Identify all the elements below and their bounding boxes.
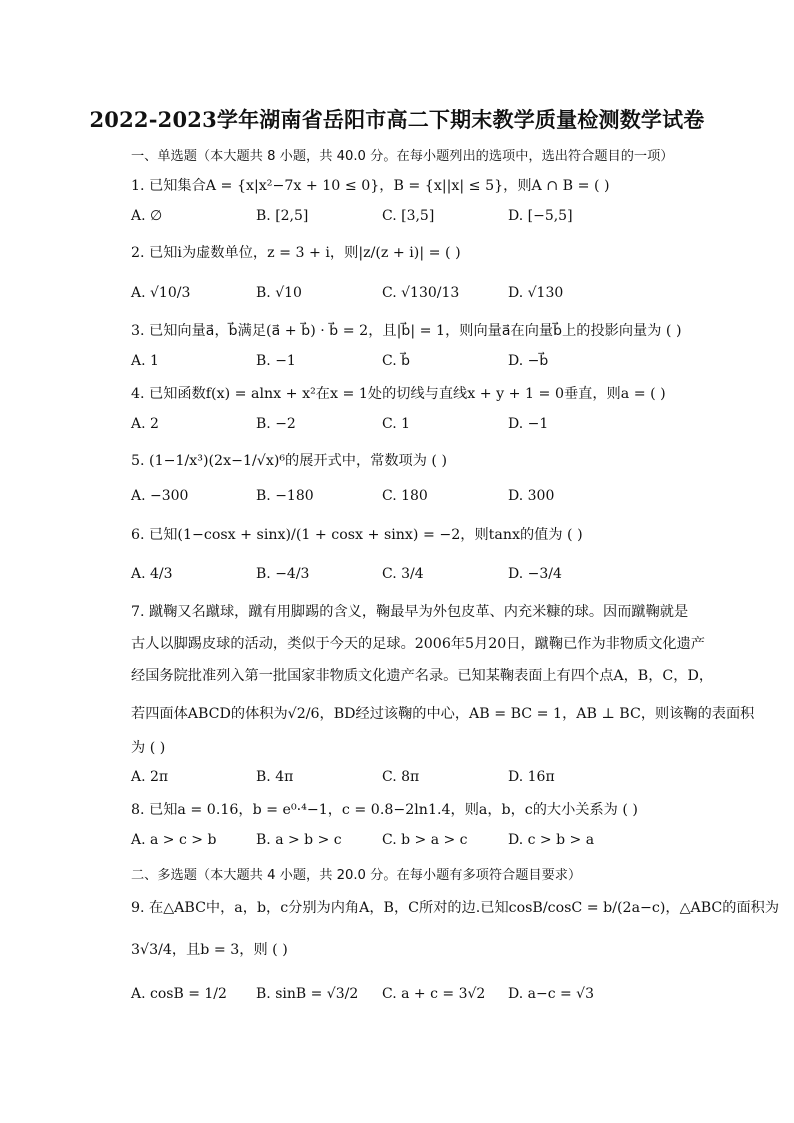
option-b: B. [2,5] bbox=[256, 208, 309, 224]
option-c: C. 8π bbox=[382, 769, 420, 785]
option-a: A. ∅ bbox=[131, 208, 163, 224]
option-a: A. 2 bbox=[131, 416, 159, 432]
question-7-options bbox=[131, 769, 691, 789]
question-6: 6. 已知(1−cosx + sinx)/(1 + cosx + sinx) = −2，则tanx的值为 ( ) bbox=[131, 527, 583, 543]
question-1: 1. 已知集合A = {x|x²−7x + 10 ≤ 0}，B = {x||x| ≤ 5}，则A ∩ B = ( ) bbox=[131, 178, 610, 194]
option-b: B. √10 bbox=[256, 285, 302, 301]
option-a: A. √10/3 bbox=[131, 285, 191, 301]
option-c: C. b⃗ bbox=[382, 353, 410, 369]
question-7-line-1: 7. 蹴鞠又名蹴球，蹴有用脚踢的含义，鞠最早为外包皮革、内充米糠的球。因而蹴鞠就是 bbox=[131, 604, 689, 620]
section-heading-multiple-choice: 二、多选题（本大题共 4 小题，共 20.0 分。在每小题有多项符合题目要求） bbox=[131, 868, 582, 883]
option-c: C. [3,5] bbox=[382, 208, 435, 224]
option-d: D. −3/4 bbox=[508, 566, 562, 582]
option-b: B. −2 bbox=[256, 416, 296, 432]
option-a: A. 2π bbox=[131, 769, 169, 785]
question-6-options bbox=[131, 566, 691, 586]
section-heading-single-choice: 一、单选题（本大题共 8 小题，共 40.0 分。在每小题列出的选项中，选出符合题目的一项） bbox=[131, 149, 674, 164]
question-1-options bbox=[131, 208, 691, 228]
question-9-options bbox=[131, 986, 691, 1006]
question-5-options bbox=[131, 488, 691, 508]
option-c: C. 180 bbox=[382, 488, 428, 504]
option-d: D. 300 bbox=[508, 488, 555, 504]
question-7-line-2: 古人以脚踢皮球的活动，类似于今天的足球。2006年5月20日，蹴鞠已作为非物质文化遗产 bbox=[131, 636, 705, 652]
question-8: 8. 已知a = 0.16，b = e⁰·⁴−1，c = 0.8−2ln1.4，则a，b，c的大小关系为 ( ) bbox=[131, 802, 638, 818]
question-2: 2. 已知i为虚数单位，z = 3 + i，则|z/(z + i)| = ( ) bbox=[131, 245, 461, 261]
option-a: A. a > c > b bbox=[131, 832, 217, 848]
option-c: C. a + c = 3√2 bbox=[382, 986, 486, 1002]
option-c: C. √130/13 bbox=[382, 285, 460, 301]
option-a: A. −300 bbox=[131, 488, 189, 504]
option-a: A. 4/3 bbox=[131, 566, 173, 582]
option-d: D. 16π bbox=[508, 769, 555, 785]
option-c: C. 1 bbox=[382, 416, 411, 432]
question-8-options bbox=[131, 832, 691, 852]
option-d: D. c > b > a bbox=[508, 832, 595, 848]
question-7-line-5: 为 ( ) bbox=[131, 740, 166, 756]
option-a: A. 1 bbox=[131, 353, 159, 369]
option-a: A. cosB = 1/2 bbox=[131, 986, 227, 1002]
question-3-options bbox=[131, 353, 691, 373]
option-c: C. b > a > c bbox=[382, 832, 468, 848]
option-b: B. −4/3 bbox=[256, 566, 310, 582]
page-title: 2022-2023学年湖南省岳阳市高二下期末教学质量检测数学试卷 bbox=[89, 107, 705, 132]
question-7-line-4: 若四面体ABCD的体积为√2/6，BD经过该鞠的中心，AB = BC = 1，AB ⊥ BC，则该鞠的表面积 bbox=[131, 706, 755, 722]
question-4-options bbox=[131, 416, 691, 436]
question-7-line-3: 经国务院批准列入第一批国家非物质文化遗产名录。已知某鞠表面上有四个点A，B，C，D， bbox=[131, 668, 714, 684]
option-d: D. a−c = √3 bbox=[508, 986, 595, 1002]
option-d: D. −1 bbox=[508, 416, 549, 432]
option-b: B. sinB = √3/2 bbox=[256, 986, 359, 1002]
option-b: B. −1 bbox=[256, 353, 296, 369]
question-9-line-2: 3√3/4，且b = 3，则 ( ) bbox=[131, 942, 288, 958]
option-b: B. −180 bbox=[256, 488, 314, 504]
option-d: D. −b⃗ bbox=[508, 353, 549, 369]
option-c: C. 3/4 bbox=[382, 566, 424, 582]
option-b: B. a > b > c bbox=[256, 832, 342, 848]
question-5: 5. (1−1/x³)(2x−1/√x)⁶的展开式中，常数项为 ( ) bbox=[131, 453, 448, 469]
question-4: 4. 已知函数f(x) = alnx + x²在x = 1处的切线与直线x + y + 1 = 0垂直，则a = ( ) bbox=[131, 386, 666, 402]
option-b: B. 4π bbox=[256, 769, 294, 785]
option-d: D. √130 bbox=[508, 285, 564, 301]
question-2-options bbox=[131, 285, 691, 305]
option-d: D. [−5,5] bbox=[508, 208, 573, 224]
question-9-line-1: 9. 在△ABC中，a，b，c分别为内角A，B，C所对的边.已知cosB/cosC = b/(2a−c)，△ABC的面积为 bbox=[131, 900, 780, 916]
question-3: 3. 已知向量a⃗，b⃗满足(a⃗ + b⃗) · b⃗ = 2，且|b⃗| = 1，则向量a⃗在向量b⃗上的投影向量为 ( ) bbox=[131, 323, 682, 339]
